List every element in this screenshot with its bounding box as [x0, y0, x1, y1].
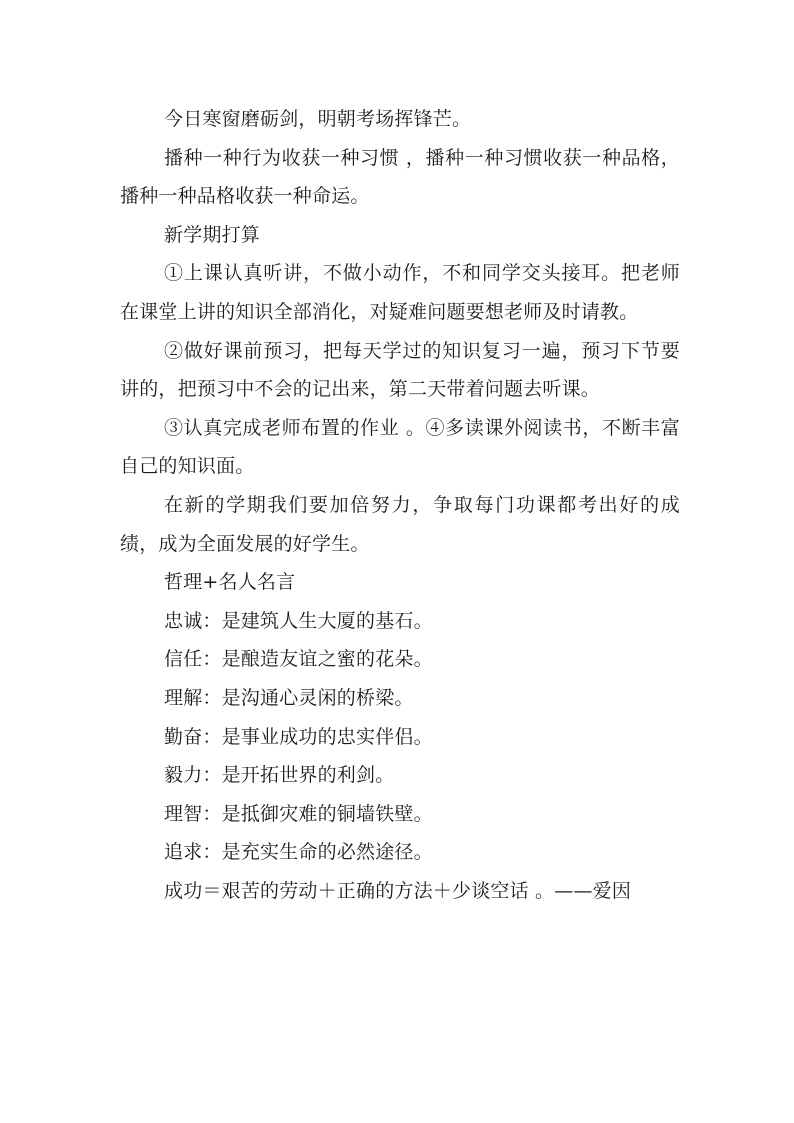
plan-item-2: ②做好课前预习，把每天学过的知识复习一遍，预习下节要讲的，把预习中不会的记出来，第二天带着问题去听课。 [120, 339, 680, 401]
quote-success-formula: 成功＝艰苦的劳动＋正确的方法＋少谈空话 。——爱因 [164, 879, 632, 902]
quote-pursuit: 追求：是充实生命的必然途径。 [164, 841, 433, 864]
quote-diligence: 勤奋：是事业成功的忠实伴侣。 [164, 725, 433, 748]
plan-item-3-4: ③认真完成老师布置的作业 。④多读课外阅读书，不断丰富自己的知识面。 [120, 416, 680, 478]
plan-item-1: ①上课认真听讲，不做小动作，不和同学交头接耳。把老师在课堂上讲的知识全部消化，对疑难问题要想老师及时请教。 [120, 262, 680, 323]
philosophy-quotes-heading: 哲理+名人名言 [164, 571, 296, 594]
semester-goal-paragraph: 在新的学期我们要加倍努力，争取每门功课都考出好的成绩，成为全面发展的好学生。 [120, 493, 680, 555]
quote-understanding: 理解：是沟通心灵闲的桥梁。 [164, 686, 414, 709]
motto-paragraph: 今日寒窗磨砺剑，明朝考场挥锋芒。 [164, 108, 472, 130]
quote-reason: 理智：是抵御灾难的铜墙铁壁。 [164, 802, 433, 825]
habit-quote-paragraph: 播种一种行为收获一种习惯 ，播种一种习惯收获一种品格，播种一种品格收获一种命运。 [120, 146, 680, 208]
quote-perseverance: 毅力：是开拓世界的利剑。 [164, 764, 395, 787]
quote-trust: 信任：是酿造友谊之蜜的花朵。 [164, 648, 433, 671]
quote-loyalty: 忠诚：是建筑人生大厦的基石。 [164, 609, 433, 632]
document-body [120, 100, 680, 910]
new-semester-plan-heading: 新学期打算 [164, 223, 261, 246]
